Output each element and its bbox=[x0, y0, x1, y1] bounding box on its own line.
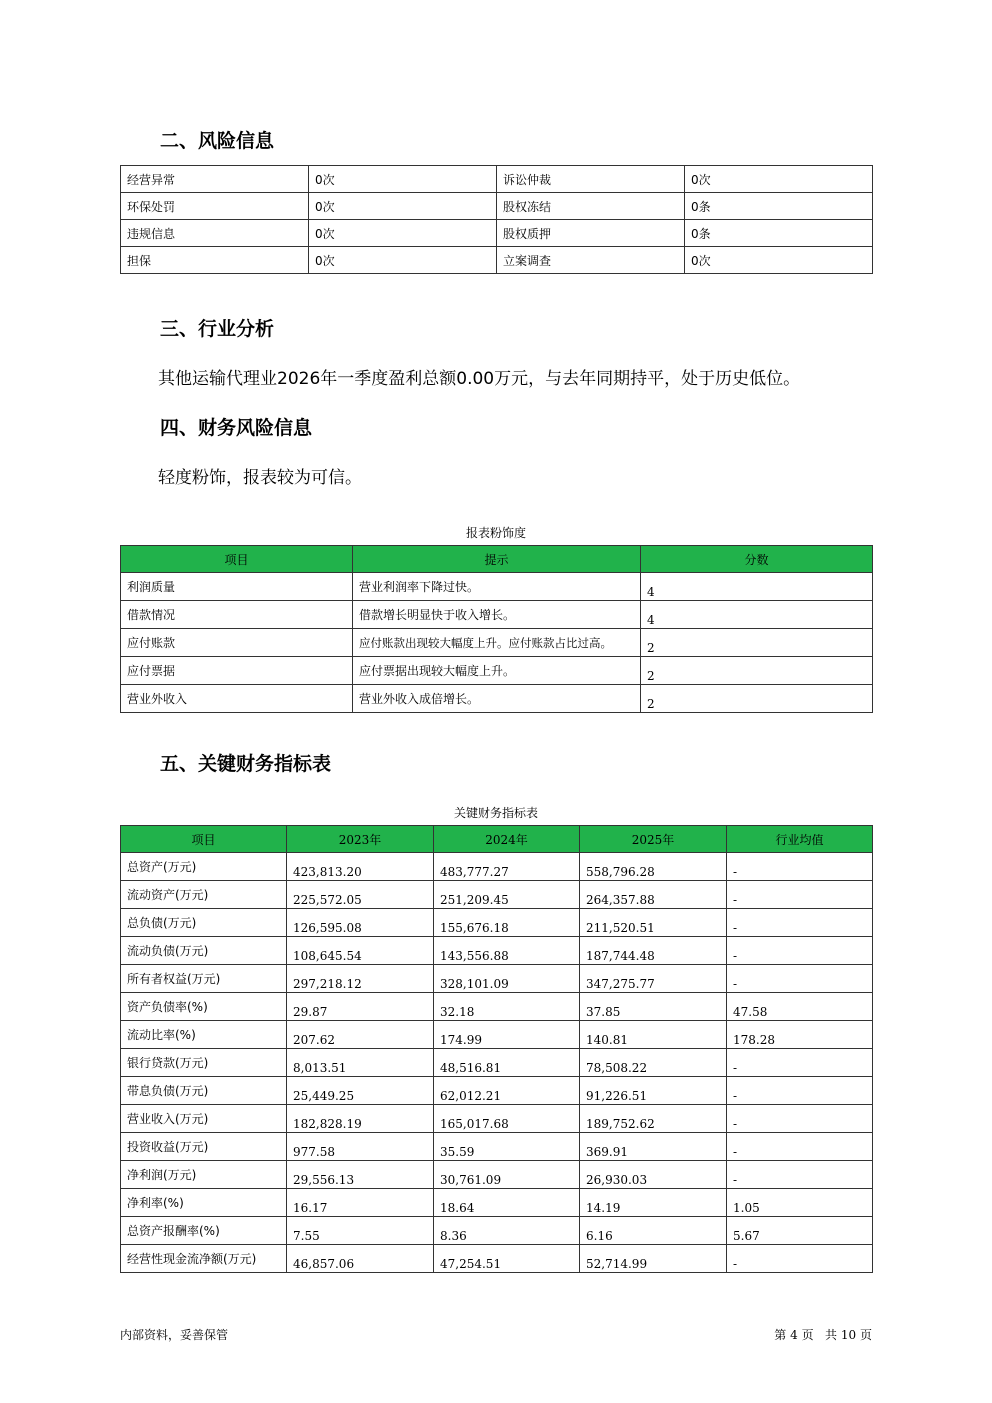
column-header: 项目 bbox=[121, 826, 287, 853]
section-heading-industry: 三、行业分析 bbox=[160, 318, 275, 340]
column-header: 提示 bbox=[353, 546, 641, 573]
column-header: 分数 bbox=[641, 546, 873, 573]
industry-analysis-text: 其他运输代理业2026年一季度盈利总额0.00万元，与去年同期持平，处于历史低位。 bbox=[158, 369, 801, 389]
score-cell: 4 bbox=[641, 573, 873, 601]
metric-value-cell: - bbox=[727, 909, 873, 937]
table-row bbox=[121, 1245, 873, 1273]
metric-name-cell: 银行贷款(万元) bbox=[121, 1049, 287, 1077]
financial-risk-text: 轻度粉饰，报表较为可信。 bbox=[158, 468, 362, 488]
table-row bbox=[121, 881, 873, 909]
metric-value-cell: - bbox=[727, 1105, 873, 1133]
footer-confidential-note: 内部资料，妥善保管 bbox=[120, 1328, 229, 1342]
table-caption-key-metrics: 关键财务指标表 bbox=[453, 806, 538, 820]
metric-value-cell: 62,012.21 bbox=[434, 1077, 580, 1105]
table-row bbox=[121, 1189, 873, 1217]
risk-value: 0次 bbox=[685, 247, 873, 274]
table-row bbox=[121, 1133, 873, 1161]
table-row bbox=[121, 193, 873, 220]
metric-value-cell: - bbox=[727, 1161, 873, 1189]
metric-value-cell: 423,813.20 bbox=[287, 853, 434, 881]
metric-value-cell: 558,796.28 bbox=[580, 853, 727, 881]
metric-value-cell: - bbox=[727, 853, 873, 881]
metric-value-cell: - bbox=[727, 1049, 873, 1077]
table-row bbox=[121, 937, 873, 965]
score-cell: 2 bbox=[641, 685, 873, 713]
hint-cell: 应付账款出现较大幅度上升。应付账款占比过高。 bbox=[353, 629, 641, 657]
metric-name-cell: 流动比率(%) bbox=[121, 1021, 287, 1049]
metric-name-cell: 资产负债率(%) bbox=[121, 993, 287, 1021]
metric-value-cell: 347,275.77 bbox=[580, 965, 727, 993]
metric-value-cell: 187,744.48 bbox=[580, 937, 727, 965]
metric-value-cell: 5.67 bbox=[727, 1217, 873, 1245]
page-label: 页 bbox=[859, 1328, 872, 1342]
metric-name-cell: 净利率(%) bbox=[121, 1189, 287, 1217]
item-cell: 应付票据 bbox=[121, 657, 353, 685]
risk-label: 违规信息 bbox=[121, 220, 309, 247]
table-row bbox=[121, 965, 873, 993]
risk-value: 0次 bbox=[309, 166, 497, 193]
metric-value-cell: - bbox=[727, 881, 873, 909]
page-total: 10 bbox=[840, 1328, 857, 1342]
key-metrics-table bbox=[120, 825, 873, 1273]
metric-value-cell: 6.16 bbox=[580, 1217, 727, 1245]
metric-value-cell: 328,101.09 bbox=[434, 965, 580, 993]
metric-value-cell: - bbox=[727, 1077, 873, 1105]
metric-name-cell: 净利润(万元) bbox=[121, 1161, 287, 1189]
embellishment-table bbox=[120, 545, 873, 713]
table-caption-embellishment: 报表粉饰度 bbox=[465, 526, 526, 540]
risk-label: 立案调查 bbox=[497, 247, 685, 274]
metric-value-cell: 46,857.06 bbox=[287, 1245, 434, 1273]
metric-value-cell: 91,226.51 bbox=[580, 1077, 727, 1105]
risk-value: 0条 bbox=[685, 220, 873, 247]
table-row bbox=[121, 573, 873, 601]
risk-label: 经营异常 bbox=[121, 166, 309, 193]
section-heading-risk: 二、风险信息 bbox=[160, 130, 275, 152]
metric-value-cell: 297,218.12 bbox=[287, 965, 434, 993]
metric-value-cell: 211,520.51 bbox=[580, 909, 727, 937]
risk-value: 0次 bbox=[309, 247, 497, 274]
metric-value-cell: 26,930.03 bbox=[580, 1161, 727, 1189]
metric-value-cell: 189,752.62 bbox=[580, 1105, 727, 1133]
score-cell: 4 bbox=[641, 601, 873, 629]
metric-name-cell: 流动负债(万元) bbox=[121, 937, 287, 965]
metric-name-cell: 总负债(万元) bbox=[121, 909, 287, 937]
metric-value-cell: 108,645.54 bbox=[287, 937, 434, 965]
score-cell: 2 bbox=[641, 657, 873, 685]
metric-value-cell: 18.64 bbox=[434, 1189, 580, 1217]
metric-name-cell: 所有者权益(万元) bbox=[121, 965, 287, 993]
table-row bbox=[121, 220, 873, 247]
item-cell: 应付账款 bbox=[121, 629, 353, 657]
metric-value-cell: - bbox=[727, 965, 873, 993]
hint-cell: 营业利润率下降过快。 bbox=[353, 573, 641, 601]
metric-value-cell: 264,357.88 bbox=[580, 881, 727, 909]
risk-label: 股权质押 bbox=[497, 220, 685, 247]
page-label: 页 bbox=[801, 1328, 814, 1342]
metric-value-cell: - bbox=[727, 1133, 873, 1161]
metric-value-cell: 25,449.25 bbox=[287, 1077, 434, 1105]
metric-value-cell: 182,828.19 bbox=[287, 1105, 434, 1133]
risk-value: 0次 bbox=[309, 193, 497, 220]
table-row bbox=[121, 685, 873, 713]
metric-value-cell: 37.85 bbox=[580, 993, 727, 1021]
column-header: 2023年 bbox=[287, 826, 434, 853]
metric-name-cell: 总资产(万元) bbox=[121, 853, 287, 881]
score-cell: 2 bbox=[641, 629, 873, 657]
metric-value-cell: - bbox=[727, 1245, 873, 1273]
risk-label: 诉讼仲裁 bbox=[497, 166, 685, 193]
hint-cell: 应付票据出现较大幅度上升。 bbox=[353, 657, 641, 685]
risk-info-table bbox=[120, 165, 873, 274]
table-row bbox=[121, 1021, 873, 1049]
section-heading-key-metrics: 五、关键财务指标表 bbox=[160, 753, 332, 775]
item-cell: 借款情况 bbox=[121, 601, 353, 629]
footer-page-number bbox=[774, 1326, 872, 1343]
metric-value-cell: 29.87 bbox=[287, 993, 434, 1021]
table-header-row bbox=[121, 826, 873, 853]
column-header: 2024年 bbox=[434, 826, 580, 853]
metric-value-cell: 78,508.22 bbox=[580, 1049, 727, 1077]
metric-value-cell: 251,209.45 bbox=[434, 881, 580, 909]
metric-name-cell: 带息负债(万元) bbox=[121, 1077, 287, 1105]
metric-value-cell: 155,676.18 bbox=[434, 909, 580, 937]
risk-label: 股权冻结 bbox=[497, 193, 685, 220]
table-row bbox=[121, 1161, 873, 1189]
table-row bbox=[121, 1077, 873, 1105]
item-cell: 营业外收入 bbox=[121, 685, 353, 713]
metric-value-cell: 165,017.68 bbox=[434, 1105, 580, 1133]
page-current: 4 bbox=[790, 1328, 798, 1342]
hint-cell: 借款增长明显快于收入增长。 bbox=[353, 601, 641, 629]
metric-value-cell: 126,595.08 bbox=[287, 909, 434, 937]
table-row bbox=[121, 247, 873, 274]
metric-value-cell: 143,556.88 bbox=[434, 937, 580, 965]
table-row bbox=[121, 1217, 873, 1245]
metric-value-cell: 140.81 bbox=[580, 1021, 727, 1049]
metric-value-cell: 207.62 bbox=[287, 1021, 434, 1049]
table-row bbox=[121, 909, 873, 937]
metric-value-cell: 369.91 bbox=[580, 1133, 727, 1161]
table-header-row bbox=[121, 546, 873, 573]
metric-name-cell: 流动资产(万元) bbox=[121, 881, 287, 909]
metric-name-cell: 经营性现金流净额(万元) bbox=[121, 1245, 287, 1273]
table-row bbox=[121, 1049, 873, 1077]
table-row bbox=[121, 629, 873, 657]
metric-name-cell: 总资产报酬率(%) bbox=[121, 1217, 287, 1245]
metric-value-cell: 225,572.05 bbox=[287, 881, 434, 909]
metric-value-cell: 52,714.99 bbox=[580, 1245, 727, 1273]
risk-value: 0条 bbox=[685, 193, 873, 220]
metric-value-cell: 483,777.27 bbox=[434, 853, 580, 881]
page-label: 共 bbox=[825, 1328, 838, 1342]
table-row bbox=[121, 1105, 873, 1133]
column-header: 项目 bbox=[121, 546, 353, 573]
table-row bbox=[121, 853, 873, 881]
page-label: 第 bbox=[774, 1328, 787, 1342]
column-header: 2025年 bbox=[580, 826, 727, 853]
table-row bbox=[121, 601, 873, 629]
metric-value-cell: - bbox=[727, 937, 873, 965]
table-row bbox=[121, 657, 873, 685]
metric-value-cell: 32.18 bbox=[434, 993, 580, 1021]
table-row bbox=[121, 166, 873, 193]
metric-value-cell: 8,013.51 bbox=[287, 1049, 434, 1077]
metric-value-cell: 174.99 bbox=[434, 1021, 580, 1049]
metric-value-cell: 977.58 bbox=[287, 1133, 434, 1161]
metric-value-cell: 47,254.51 bbox=[434, 1245, 580, 1273]
metric-value-cell: 8.36 bbox=[434, 1217, 580, 1245]
metric-value-cell: 1.05 bbox=[727, 1189, 873, 1217]
metric-value-cell: 30,761.09 bbox=[434, 1161, 580, 1189]
metric-value-cell: 16.17 bbox=[287, 1189, 434, 1217]
risk-value: 0次 bbox=[685, 166, 873, 193]
metric-value-cell: 7.55 bbox=[287, 1217, 434, 1245]
item-cell: 利润质量 bbox=[121, 573, 353, 601]
metric-value-cell: 29,556.13 bbox=[287, 1161, 434, 1189]
table-row bbox=[121, 993, 873, 1021]
metric-value-cell: 178.28 bbox=[727, 1021, 873, 1049]
section-heading-financial-risk: 四、财务风险信息 bbox=[160, 417, 313, 439]
metric-value-cell: 48,516.81 bbox=[434, 1049, 580, 1077]
risk-label: 环保处罚 bbox=[121, 193, 309, 220]
risk-label: 担保 bbox=[121, 247, 309, 274]
metric-value-cell: 35.59 bbox=[434, 1133, 580, 1161]
metric-name-cell: 营业收入(万元) bbox=[121, 1105, 287, 1133]
column-header: 行业均值 bbox=[727, 826, 873, 853]
risk-value: 0次 bbox=[309, 220, 497, 247]
metric-value-cell: 47.58 bbox=[727, 993, 873, 1021]
hint-cell: 营业外收入成倍增长。 bbox=[353, 685, 641, 713]
metric-value-cell: 14.19 bbox=[580, 1189, 727, 1217]
metric-name-cell: 投资收益(万元) bbox=[121, 1133, 287, 1161]
